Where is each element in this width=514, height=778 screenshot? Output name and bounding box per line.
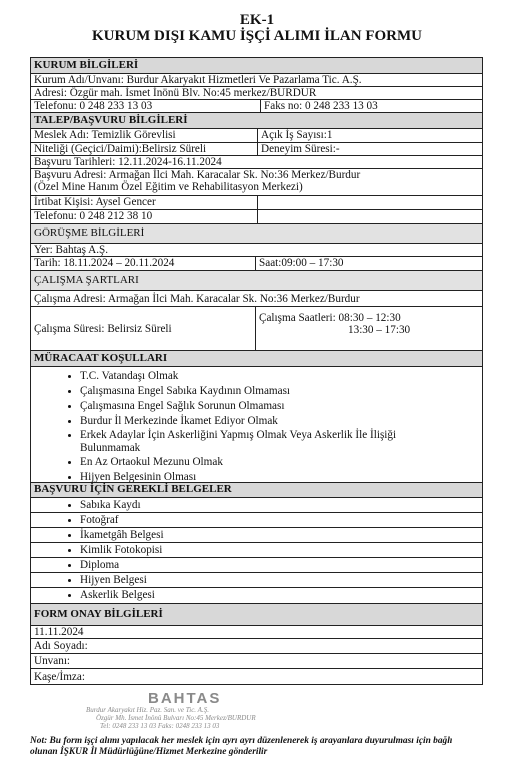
- stamp-line3: Tel: 0248 233 13 03 Faks: 0248 233 13 03: [100, 722, 220, 730]
- talep-job: Meslek Adı: Temizlik Görevlisi: [31, 129, 258, 142]
- talep-app-address: [31, 169, 482, 196]
- calisma-hours-line2: 13:30 – 17:30: [348, 324, 411, 336]
- list-item-line1: Erkek Adaylar İçin Askerliğini Yapmış Olmak Veya Askerlik İle İlişiği: [80, 429, 397, 441]
- list-item-line2: Bulunmamak: [80, 442, 141, 454]
- muracaat-list-cell: [31, 367, 482, 483]
- list-row: [31, 588, 482, 603]
- talep-contact-row: [31, 196, 482, 210]
- calisma-hours: [256, 307, 482, 350]
- list-row: [31, 573, 482, 588]
- onay-date: 11.11.2024: [31, 626, 482, 639]
- gorusme-date-row: [31, 257, 482, 271]
- talep-experience: Deneyim Süresi:-: [261, 143, 340, 155]
- onay-name: Adı Soyadı:: [31, 639, 482, 654]
- list-row: [31, 543, 482, 558]
- talep-app-address-line2: (Özel Mine Hanım Özel Eğitim ve Rehabilitasyon Merkezi): [34, 181, 303, 193]
- kurum-phone: Telefonu: 0 248 233 13 03: [31, 100, 261, 112]
- talep-type-row: [31, 143, 482, 156]
- belgeler-list-cell: [31, 498, 482, 604]
- kurum-address: Adresi: Özgür mah. İsmet İnönü Blv. No:45 merkez/BURDUR: [31, 87, 482, 100]
- list-item: • Sabıka Kaydı: [80, 499, 479, 512]
- list-item: • Çalışmasına Engel Sağlık Sorunun Olmaması: [80, 399, 479, 414]
- kurum-name: Kurum Adı/Unvanı: Burdur Akaryakıt Hizmetleri Ve Pazarlama Tic. A.Ş.: [31, 74, 482, 87]
- gorusme-place: Yer: Bahtaş A.Ş.: [31, 244, 482, 257]
- list-row: [31, 558, 482, 573]
- list-item: • Fotoğraf: [80, 514, 479, 527]
- talep-openings: Açık İş Sayısı:1: [261, 129, 333, 141]
- list-item: • Hijyen Belgesinin Olması: [80, 470, 479, 485]
- form-code: EK-1: [239, 12, 275, 28]
- calisma-address: Çalışma Adresi: Armağan İlci Mah. Karacalar Sk. No:36 Merkez/Burdur: [31, 291, 482, 307]
- list-row: [31, 528, 482, 543]
- list-row: [31, 498, 482, 513]
- list-row: [31, 513, 482, 528]
- gorusme-time: Saat:09:00 – 17:30: [259, 257, 344, 269]
- footer-note-line2: olunan İŞKUR İl Müdürlüğüne/Hizmet Merkezine gönderilir: [30, 747, 268, 757]
- section-header-muracaat: MÜRACAAT KOŞULLARI: [31, 351, 482, 367]
- empty-cell: [258, 196, 482, 209]
- stamp-line1: Burdur Akaryakıt Hiz. Paz. San. ve Tic. A.Ş.: [86, 706, 209, 714]
- calisma-hours-line1: Çalışma Saatleri: 08:30 – 12:30: [259, 312, 401, 324]
- calisma-duration-row: [31, 307, 482, 351]
- muracaat-list: [34, 369, 479, 485]
- list-item: • Askerlik Belgesi: [80, 589, 479, 602]
- onay-seal: Kaşe/İmza:: [34, 671, 85, 683]
- section-header-kurum: KURUM BİLGİLERİ: [31, 58, 482, 74]
- talep-dates: Başvuru Tarihleri: 12.11.2024-16.11.2024: [31, 156, 482, 169]
- list-item: • Diploma: [80, 559, 479, 572]
- list-item: • Hijyen Belgesi: [80, 574, 479, 587]
- section-header-onay: FORM ONAY BİLGİLERİ: [31, 604, 482, 626]
- list-item: • Burdur İl Merkezinde İkamet Ediyor Olmak: [80, 414, 479, 429]
- talep-contact: İrtibat Kişisi: Aysel Gencer: [31, 196, 258, 209]
- form-title: KURUM DIŞI KAMU İŞÇİ ALIMI İLAN FORMU: [91, 28, 422, 44]
- kurum-phone-fax-row: [31, 100, 482, 113]
- footer-note-line1: Not: Bu form işçi alımı yapılacak her meslek için ayrı ayrı düzenlenerek iş arayanlara duyurulması için bağlı: [30, 736, 453, 746]
- announcement-form-table: [30, 57, 483, 685]
- list-item: • Çalışmasına Engel Sabıka Kaydının Olmaması: [80, 384, 479, 399]
- section-header-gorusme: GÖRÜŞME BİLGİLERİ: [31, 224, 482, 244]
- stamp-brand: BAHTAS: [148, 690, 222, 707]
- gorusme-date: Tarih: 18.11.2024 – 20.11.2024: [31, 257, 256, 270]
- calisma-duration: Çalışma Süresi: Belirsiz Süreli: [31, 307, 256, 350]
- section-header-belgeler: BAŞVURU İÇİN GEREKLİ BELGELER: [31, 483, 482, 498]
- talep-type: Niteliği (Geçici/Daimi):Belirsiz Süreli: [31, 143, 258, 155]
- section-header-talep: TALEP/BAŞVURU BİLGİLERİ: [31, 113, 482, 129]
- empty-cell: [258, 210, 482, 223]
- list-item: • İkametgâh Belgesi: [80, 529, 479, 542]
- section-header-calisma: ÇALIŞMA ŞARTLARI: [31, 271, 482, 291]
- list-item: • En Az Ortaokul Mezunu Olmak: [80, 455, 479, 470]
- list-item: • T.C. Vatandaşı Olmak: [80, 369, 479, 384]
- talep-job-row: [31, 129, 482, 143]
- company-stamp: [86, 692, 256, 736]
- talep-phone-row: [31, 210, 482, 224]
- onay-title: Unvanı:: [31, 654, 482, 669]
- footer-note: [30, 736, 500, 758]
- kurum-fax: Faks no: 0 248 233 13 03: [264, 100, 378, 112]
- stamp-line2: Özgür Mh. İsmet İnönü Bulvarı No:45 Merkez/BURDUR: [96, 714, 256, 722]
- list-item: • Kimlik Fotokopisi: [80, 544, 479, 557]
- talep-contact-phone: Telefonu: 0 248 212 38 10: [31, 210, 258, 223]
- talep-app-address-line1: Başvuru Adresi: Armağan İlci Mah. Karacalar Sk. No:36 Merkez/Burdur: [34, 169, 361, 181]
- list-item: [80, 429, 479, 455]
